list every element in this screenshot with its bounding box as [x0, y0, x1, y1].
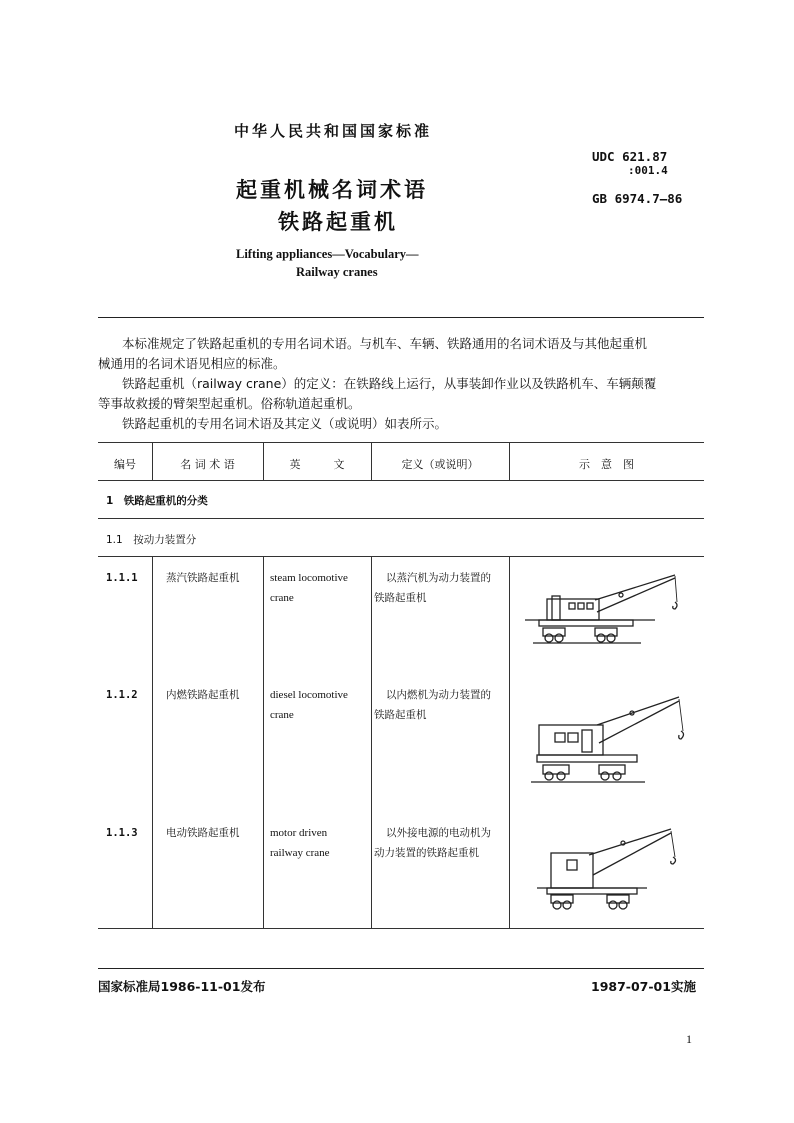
intro-paragraph-3: 铁路起重机的专用名词术语及其定义（或说明）如表所示。: [122, 416, 448, 431]
english-title: Lifting appliances—Vocabulary—: [236, 247, 419, 261]
row-code: 1.1.1: [106, 572, 138, 584]
intro-p2-line2: 等事故救援的臂架型起重机。俗称轨道起重机。: [98, 396, 361, 411]
row-definition-line1: 以外接电源的电动机为: [386, 827, 491, 839]
header-divider: [98, 317, 704, 318]
footer-divider: [98, 968, 704, 969]
header-term: 名 词 术 语: [180, 458, 235, 471]
header-number: 编号: [114, 458, 136, 471]
row-english-line1: motor driven: [270, 827, 328, 839]
table-bottom-rule: [98, 928, 704, 929]
udc-code-suffix: :001.4: [628, 164, 668, 177]
intro-paragraph-1: [98, 334, 704, 374]
row-definition-line1: 以蒸汽机为动力装置的: [386, 572, 491, 584]
intro-p2-line1: 铁路起重机（railway crane）的定义：在铁路线上运行，从事装卸作业以及铁路机车、车辆颠覆: [122, 376, 657, 391]
body-col-divider: [509, 556, 510, 928]
row-english-line2: crane: [270, 709, 294, 721]
intro-paragraph-2: [98, 374, 704, 414]
row-definition-line2: 铁路起重机: [374, 709, 427, 721]
row-term: 电动铁路起重机: [166, 827, 240, 839]
table-top-rule: [98, 442, 704, 443]
row-english-line1: steam locomotive: [270, 572, 348, 584]
intro-p1-line1: 本标准规定了铁路起重机的专用名词术语。与机车、车辆、铁路通用的名词术语及与其他起重机: [122, 336, 648, 351]
header-definition: 定义（或说明）: [401, 458, 479, 471]
electric-crane-diagram: [537, 823, 697, 918]
section-rule: [98, 518, 704, 519]
steam-crane-diagram: [525, 570, 695, 655]
row-definition-line2: 铁路起重机: [374, 592, 427, 604]
diesel-crane-diagram: [527, 683, 697, 793]
row-code: 1.1.2: [106, 689, 138, 701]
row-english-line2: crane: [270, 592, 294, 604]
row-english-line2: railway crane: [270, 847, 330, 859]
subsection-rule: [98, 556, 704, 557]
body-col-divider: [263, 556, 264, 928]
gb-standard-number: GB 6974.7—86: [592, 191, 683, 206]
row-term: 蒸汽铁路起重机: [166, 572, 240, 584]
national-standard-label: 中华人民共和国国家标准: [234, 122, 433, 140]
page-number: 1: [686, 1032, 692, 1046]
row-definition-line2: 动力装置的铁路起重机: [374, 847, 479, 859]
english-subtitle: Railway cranes: [296, 265, 378, 279]
document-title: 起重机械名词术语: [236, 178, 428, 202]
effective-date: 1987-07-01实施: [591, 979, 696, 994]
document-subtitle: 铁路起重机: [278, 210, 398, 234]
table-header-rule: [98, 480, 704, 481]
header-diagram: 示 意 图: [579, 458, 634, 471]
header-english: 英 文: [289, 458, 345, 471]
row-term: 内燃铁路起重机: [166, 689, 240, 701]
issue-date: 国家标准局1986-11-01发布: [98, 979, 266, 994]
row-definition-line1: 以内燃机为动力装置的: [386, 689, 491, 701]
body-col-divider: [152, 556, 153, 928]
row-code: 1.1.3: [106, 827, 138, 839]
intro-p1-line2: 械通用的名词术语见相应的标准。: [98, 356, 286, 371]
udc-code: UDC 621.87: [592, 149, 668, 164]
section-heading: 1 铁路起重机的分类: [106, 495, 208, 507]
body-col-divider: [371, 556, 372, 928]
row-english-line1: diesel locomotive: [270, 689, 348, 701]
subsection-heading: 1.1 按动力装置分: [106, 534, 197, 546]
